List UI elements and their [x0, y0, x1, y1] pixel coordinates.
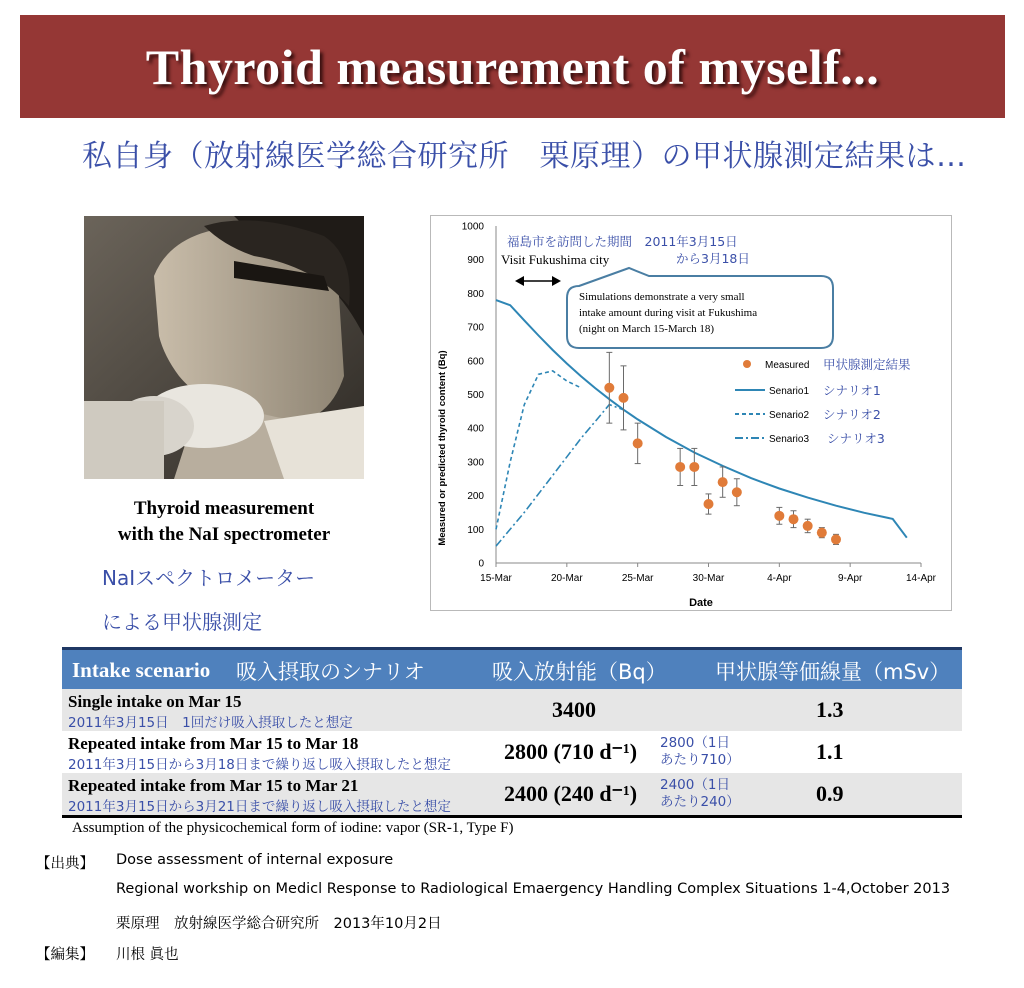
senario2-line — [496, 371, 581, 529]
legend-senario1 — [735, 383, 881, 398]
editor-name: 川根 眞也 — [116, 947, 179, 963]
svg-text:シナリオ2: シナリオ2 — [823, 407, 881, 422]
x-tick-label: 20-Mar — [550, 573, 583, 584]
table-row: Repeated intake from Mar 15 to Mar 21 2011年3月15日から3月21日まで繰り返し吸入摂取したと想定 2400 (240 d⁻¹) 2400（1日 あたり240） 0.9 — [62, 773, 962, 815]
measured-points — [604, 352, 841, 544]
table-header — [62, 647, 962, 689]
legend-measured — [743, 357, 911, 372]
y-tick-label: 900 — [467, 255, 484, 267]
simulation-callout — [567, 268, 833, 348]
legend — [735, 357, 911, 446]
photo-caption-ja-2: による甲状腺測定 — [102, 610, 262, 634]
subtitle: 私自身（放射線医学総合研究所 栗原理）の甲状腺測定結果は… — [82, 139, 967, 174]
y-tick-label: 100 — [467, 524, 484, 536]
assumption-note: Assumption of the physicochemical form of iodine: vapor (SR-1, Type F) — [72, 820, 514, 836]
table-row: Single intake on Mar 15 2011年3月15日 1回だけ吸入摂取したと想定 3400 1.3 — [62, 689, 962, 731]
svg-text:Senario2: Senario2 — [769, 410, 810, 421]
visit-annotation-ja-1: 福島市を訪問した期間 2011年3月15日 — [507, 234, 738, 249]
svg-text:Senario1: Senario1 — [769, 386, 810, 397]
x-axis — [480, 563, 937, 584]
dose-value: 1.3 — [816, 697, 844, 722]
x-tick-label: 9-Apr — [837, 573, 863, 584]
y-tick-label: 0 — [478, 558, 484, 570]
svg-text:Measured: Measured — [765, 360, 810, 371]
thyroid-measurement-photo — [84, 216, 364, 479]
measured-point — [803, 521, 813, 531]
y-tick-label: 800 — [467, 288, 484, 300]
y-tick-label: 300 — [467, 457, 484, 469]
svg-text:甲状腺測定結果: 甲状腺測定結果 — [823, 357, 911, 372]
visit-annotation-en: Visit Fukushima city — [501, 252, 610, 267]
source-line-2: Regional workship on Medicl Response to Radiological Emaergency Handling Complex Situations 1-4,October 2013 — [116, 881, 951, 897]
visit-annotation-ja-2: から3月18日 — [676, 251, 750, 266]
measured-point — [619, 393, 629, 403]
callout-line-3: (night on March 15-March 18) — [579, 323, 715, 335]
caption-line-2: with the NaI spectrometer — [117, 524, 331, 545]
activity-value: 2800 (710 d⁻¹) — [504, 739, 638, 764]
measured-point — [633, 438, 643, 448]
svg-text:Senario3: Senario3 — [769, 434, 810, 445]
x-tick-label: 4-Apr — [767, 573, 792, 584]
y-tick-label: 200 — [467, 491, 484, 503]
source-line-3: 栗原理 放射線医学総合研究所 2013年10月2日 — [116, 916, 442, 932]
x-axis-label: Date — [689, 597, 713, 609]
page-title: Thyroid measurement of myself... — [145, 38, 880, 95]
measured-point — [732, 487, 742, 497]
chart-svg — [431, 216, 951, 610]
callout-line-1: Simulations demonstrate a very small — [579, 291, 745, 303]
editor-label: 【編集】 — [36, 947, 94, 963]
header-activity: 吸入放射能（Bq） — [492, 660, 667, 684]
svg-text:シナリオ3: シナリオ3 — [827, 431, 885, 446]
intake-scenario-table — [62, 647, 962, 818]
header-dose: 甲状腺等価線量（mSv） — [715, 660, 951, 684]
y-tick-label: 400 — [467, 423, 484, 435]
callout-line-2: intake amount during visit at Fukushima — [579, 307, 758, 319]
measured-point — [704, 499, 714, 509]
title-banner — [20, 15, 1005, 118]
x-tick-label: 30-Mar — [692, 573, 725, 584]
source-label: 【出典】 — [36, 856, 94, 872]
photo-caption-en — [84, 496, 364, 548]
legend-senario2 — [735, 407, 881, 422]
measured-point — [774, 511, 784, 521]
measured-point — [789, 514, 799, 524]
senario3-line — [496, 405, 624, 546]
measured-point — [831, 534, 841, 544]
activity-note: 2800（1日 あたり710） — [660, 735, 740, 768]
activity-value: 3400 — [552, 697, 596, 722]
svg-text:シナリオ1: シナリオ1 — [823, 383, 881, 398]
photo-illustration — [84, 216, 364, 479]
source-line-1: Dose assessment of internal exposure — [116, 852, 394, 868]
measured-point — [675, 462, 685, 472]
activity-value: 2400 (240 d⁻¹) — [504, 781, 638, 806]
measured-point — [604, 383, 614, 393]
x-tick-label: 14-Apr — [905, 573, 937, 584]
y-axis — [462, 222, 496, 570]
dose-value: 0.9 — [816, 781, 844, 806]
y-tick-label: 500 — [467, 390, 484, 401]
y-axis-label: Measured or predicted thyroid content (Bq) — [437, 350, 448, 546]
measured-point — [817, 528, 827, 538]
y-tick-label: 1000 — [461, 221, 484, 233]
table-bottom-rule — [62, 815, 962, 818]
header-scenario-en: Intake scenario — [72, 658, 211, 682]
photo-caption-ja-1: NaIスペクトロメーター — [102, 566, 316, 590]
header-scenario-ja: 吸入摂取のシナリオ — [236, 660, 425, 684]
x-tick-label: 15-Mar — [480, 573, 512, 584]
measured-point — [689, 462, 699, 472]
dose-value: 1.1 — [816, 739, 844, 764]
y-tick-label: 700 — [467, 322, 484, 334]
y-tick-label: 600 — [467, 356, 484, 368]
thyroid-content-chart — [430, 215, 952, 611]
x-tick-label: 25-Mar — [621, 573, 654, 584]
visit-period-arrow — [515, 276, 561, 286]
activity-note: 2400（1日 あたり240） — [660, 777, 740, 810]
measured-point — [718, 477, 728, 487]
caption-line-1: Thyroid measurement — [133, 498, 315, 519]
table-row: Repeated intake from Mar 15 to Mar 18 2011年3月15日から3月18日まで繰り返し吸入摂取したと想定 2800 (710 d⁻¹) 2800（1日 あたり710） 1.1 — [68, 734, 844, 773]
legend-senario3 — [735, 431, 885, 446]
